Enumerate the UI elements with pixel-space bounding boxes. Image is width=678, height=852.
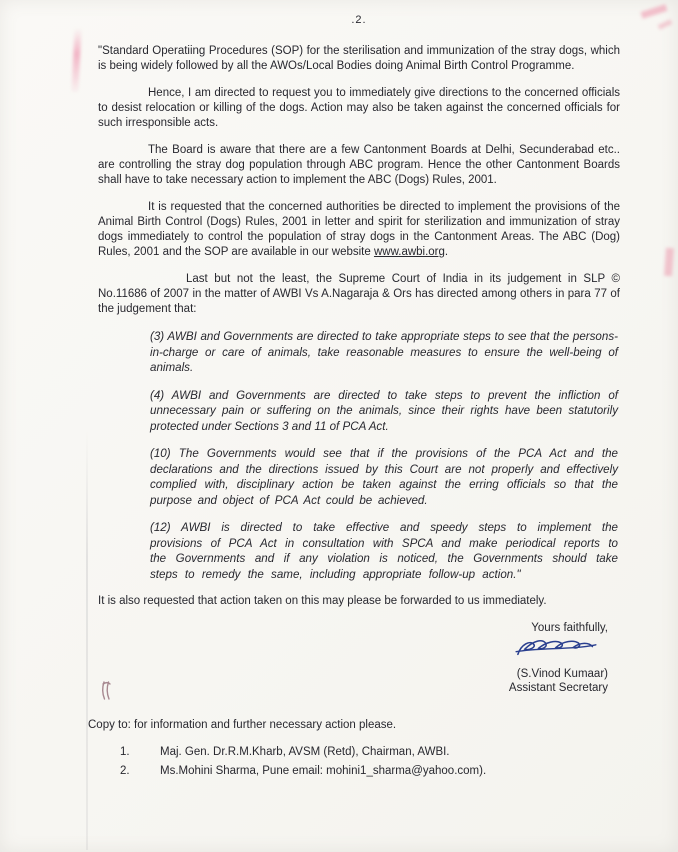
paragraph-abc-rules-period: . [444,246,449,258]
signatory-name: (S.Vinod Kumaar) [516,668,608,680]
paragraph-supreme-court: Last but not the least, the Supreme Court of India in its judgement in SLP © No.11686 of 2007 in the matter of AWBI Vs A.Nagaraja & Ors has directed among others in para 77 of the judgement that: [98,273,620,315]
paragraph-cantonment-boards: The Board is aware that there are a few Cantonment Boards at Delhi, Secunderabad etc.. are controlling the stray dog population through ABC program. Hence the other Cantonment Boards shall have to take necessary action to implement the ABC (Dogs) Rules, 2001. [98,144,620,186]
paragraph-abc-rules [98,200,620,260]
signature [98,637,606,667]
paragraph-abc-rules-text: It is requested that the concerned authorities be directed to implement the provisions of the Animal Birth Control (Dogs) Rules, 2001 in letter and spirit for sterilization and immunization of stray dogs immediately to control the population of stray dogs in the Cantonment Areas. The ABC (Dog) Rules, 2001 and the SOP are available in our website [98,201,620,258]
judgement-quote-10: (10) The Governments would see that if the provisions of the PCA Act and the declarations and the directions issued by this Court are not properly and effectively complied with, disciplinary action be taken against the erring officials so that the purpose and object of PCA Act could be achieved. [150,447,618,507]
closing-request-line: It is also requested that action taken on this may please be forwarded to us immediately. [98,595,547,607]
pink-smudge-top-right-2 [658,19,673,29]
judgement-quote-4: (4) AWBI and Governments are directed to take steps to prevent the infliction of unnecessary pain or suffering on the animals, since their rights have been statutorily protected under Sections 3 and 11 of PCA Act. [150,388,618,433]
recipient-number: 2. [120,765,130,777]
pink-smudge-left-edge [71,28,81,92]
recipient-number: 1. [120,746,130,758]
signatory-title: Assistant Secretary [508,682,608,694]
recipient-text: Maj. Gen. Dr.R.M.Kharb, AVSM (Retd), Chairman, AWBI. [160,746,450,758]
paragraph-sop: "Standard Operatiing Procedures (SOP) for the sterilisation and immunization of the stray dogs, which is being widely followed by all the AWOs/Local Bodies doing Animal Birth Control Programme. [98,45,620,72]
salutation: Yours faithfully, [531,622,608,634]
recipient-row-1 [120,745,620,760]
recipient-text: Ms.Mohini Sharma, Pune email: mohini1_sharma@yahoo.com). [160,765,487,777]
recipient-row-2 [120,764,620,779]
letter-body [88,14,620,783]
paragraph-directions: Hence, I am directed to request you to immediately give directions to the concerned officials to desist relocation or killing of the dogs. Action may also be taken against the concerned officials for such irresponsible acts. [98,87,620,129]
judgement-quote-12: (12) AWBI is directed to take effective and speedy steps to implement the provisions of PCA Act in consultation with SPCA and make periodical reports to the Governments and if any violation is noticed, the Governments should take steps to remedy the same, including appropriate follow-up action." [150,521,618,581]
judgement-quote-3: (3) AWBI and Governments are directed to take appropriate steps to see that the persons-in-charge or care of animals, take reasonable measures to ensure the well-being of animals. [150,330,618,374]
scan-crease-line [86,430,88,850]
pink-smudge-top-right [641,4,668,19]
awbi-website-link: www.awbi.org [373,246,445,258]
signature-block [98,621,608,695]
page-number: .2. [351,14,367,26]
copy-to-line: Copy to: for information and further necessary action please. [88,719,397,731]
pink-smudge-right-edge [664,248,674,276]
